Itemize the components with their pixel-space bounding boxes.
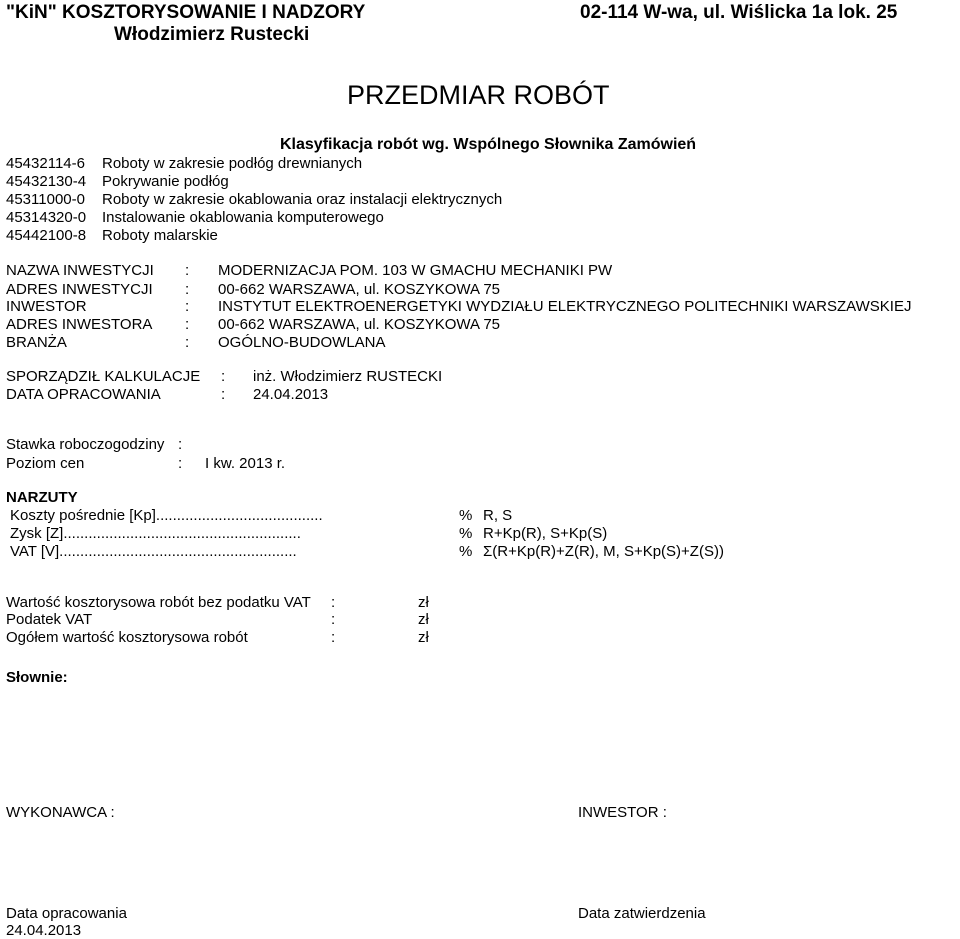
value-unit: zł bbox=[418, 629, 429, 646]
markup-label: Zysk [Z]......................................................... bbox=[10, 525, 301, 542]
investment-value: OGÓLNO-BUDOWLANA bbox=[218, 334, 386, 351]
cpv-code: 45432130-4 bbox=[6, 173, 87, 190]
markup-basis: R, S bbox=[483, 507, 513, 524]
value-label: Podatek VAT bbox=[6, 611, 93, 628]
value-unit: zł bbox=[418, 594, 429, 611]
investor-signature-label: INWESTOR : bbox=[578, 804, 667, 821]
investment-separator: : bbox=[185, 316, 190, 333]
value-separator: : bbox=[331, 611, 336, 628]
value-separator: : bbox=[331, 629, 336, 646]
markup-unit: % bbox=[459, 543, 473, 560]
rate-separator: : bbox=[178, 436, 183, 453]
investment-value: 00-662 WARSZAWA, ul. KOSZYKOWA 75 bbox=[218, 281, 501, 298]
cpv-description: Roboty malarskie bbox=[102, 227, 218, 244]
prepared-value: 24.04.2013 bbox=[253, 386, 329, 403]
prep-date: 24.04.2013 bbox=[6, 922, 82, 939]
value-label: Ogółem wartość kosztorysowa robót bbox=[6, 629, 248, 646]
cpv-description: Instalowanie okablowania komputerowego bbox=[102, 209, 384, 226]
prepared-label: DATA OPRACOWANIA bbox=[6, 386, 161, 403]
company-name: "KiN" KOSZTORYSOWANIE I NADZORY bbox=[6, 2, 366, 23]
markup-unit: % bbox=[459, 507, 473, 524]
cpv-description: Roboty w zakresie okablowania oraz instalacji elektrycznych bbox=[102, 191, 503, 208]
investment-label: ADRES INWESTORA bbox=[6, 316, 153, 333]
contractor-signature-label: WYKONAWCA : bbox=[6, 804, 115, 821]
investment-separator: : bbox=[185, 298, 190, 315]
markups-heading: NARZUTY bbox=[6, 489, 78, 506]
prepared-value: inż. Włodzimierz RUSTECKI bbox=[253, 368, 443, 385]
investment-label: BRANŻA bbox=[6, 334, 67, 351]
investment-separator: : bbox=[185, 262, 190, 279]
investment-label: INWESTOR bbox=[6, 298, 87, 315]
rate-separator: : bbox=[178, 455, 183, 472]
prep-date-label: Data opracowania bbox=[6, 905, 127, 922]
prepared-separator: : bbox=[221, 386, 226, 403]
markup-basis: Σ(R+Kp(R)+Z(R), M, S+Kp(S)+Z(S)) bbox=[483, 543, 724, 560]
cpv-description: Pokrywanie podłóg bbox=[102, 173, 229, 190]
cpv-code: 45442100-8 bbox=[6, 227, 87, 244]
classification-heading: Klasyfikacja robót wg. Wspólnego Słownika Zamówień bbox=[280, 136, 697, 153]
rate-label: Stawka roboczogodziny bbox=[6, 436, 165, 453]
rate-label: Poziom cen bbox=[6, 455, 85, 472]
investment-value: INSTYTUT ELEKTROENERGETYKI WYDZIAŁU ELEKTRYCZNEGO POLITECHNIKI WARSZAWSKIEJ bbox=[218, 298, 912, 315]
cpv-description: Roboty w zakresie podłóg drewnianych bbox=[102, 155, 363, 172]
investment-value: 00-662 WARSZAWA, ul. KOSZYKOWA 75 bbox=[218, 316, 501, 333]
markup-label: Koszty pośrednie [Kp]........................................ bbox=[10, 507, 323, 524]
investment-label: ADRES INWESTYCJI bbox=[6, 281, 153, 298]
rate-value: I kw. 2013 r. bbox=[205, 455, 286, 472]
value-separator: : bbox=[331, 594, 336, 611]
markup-unit: % bbox=[459, 525, 473, 542]
investment-separator: : bbox=[185, 334, 190, 351]
investment-separator: : bbox=[185, 281, 190, 298]
approval-date-label: Data zatwierdzenia bbox=[578, 905, 706, 922]
value-unit: zł bbox=[418, 611, 429, 628]
company-owner: Włodzimierz Rustecki bbox=[114, 24, 310, 45]
words-label: Słownie: bbox=[6, 669, 68, 686]
cpv-code: 45314320-0 bbox=[6, 209, 87, 226]
markup-basis: R+Kp(R), S+Kp(S) bbox=[483, 525, 608, 542]
value-label: Wartość kosztorysowa robót bez podatku VAT bbox=[6, 594, 311, 611]
prepared-separator: : bbox=[221, 368, 226, 385]
investment-value: MODERNIZACJA POM. 103 W GMACHU MECHANIKI PW bbox=[218, 262, 613, 279]
investment-label: NAZWA INWESTYCJI bbox=[6, 262, 154, 279]
company-address: 02-114 W-wa, ul. Wiślicka 1a lok. 25 bbox=[580, 2, 898, 23]
prepared-label: SPORZĄDZIŁ KALKULACJE bbox=[6, 368, 201, 385]
markup-label: VAT [V]......................................................... bbox=[10, 543, 297, 560]
cpv-code: 45432114-6 bbox=[6, 155, 85, 172]
cpv-code: 45311000-0 bbox=[6, 191, 85, 208]
page-title: PRZEDMIAR ROBÓT bbox=[347, 80, 610, 110]
